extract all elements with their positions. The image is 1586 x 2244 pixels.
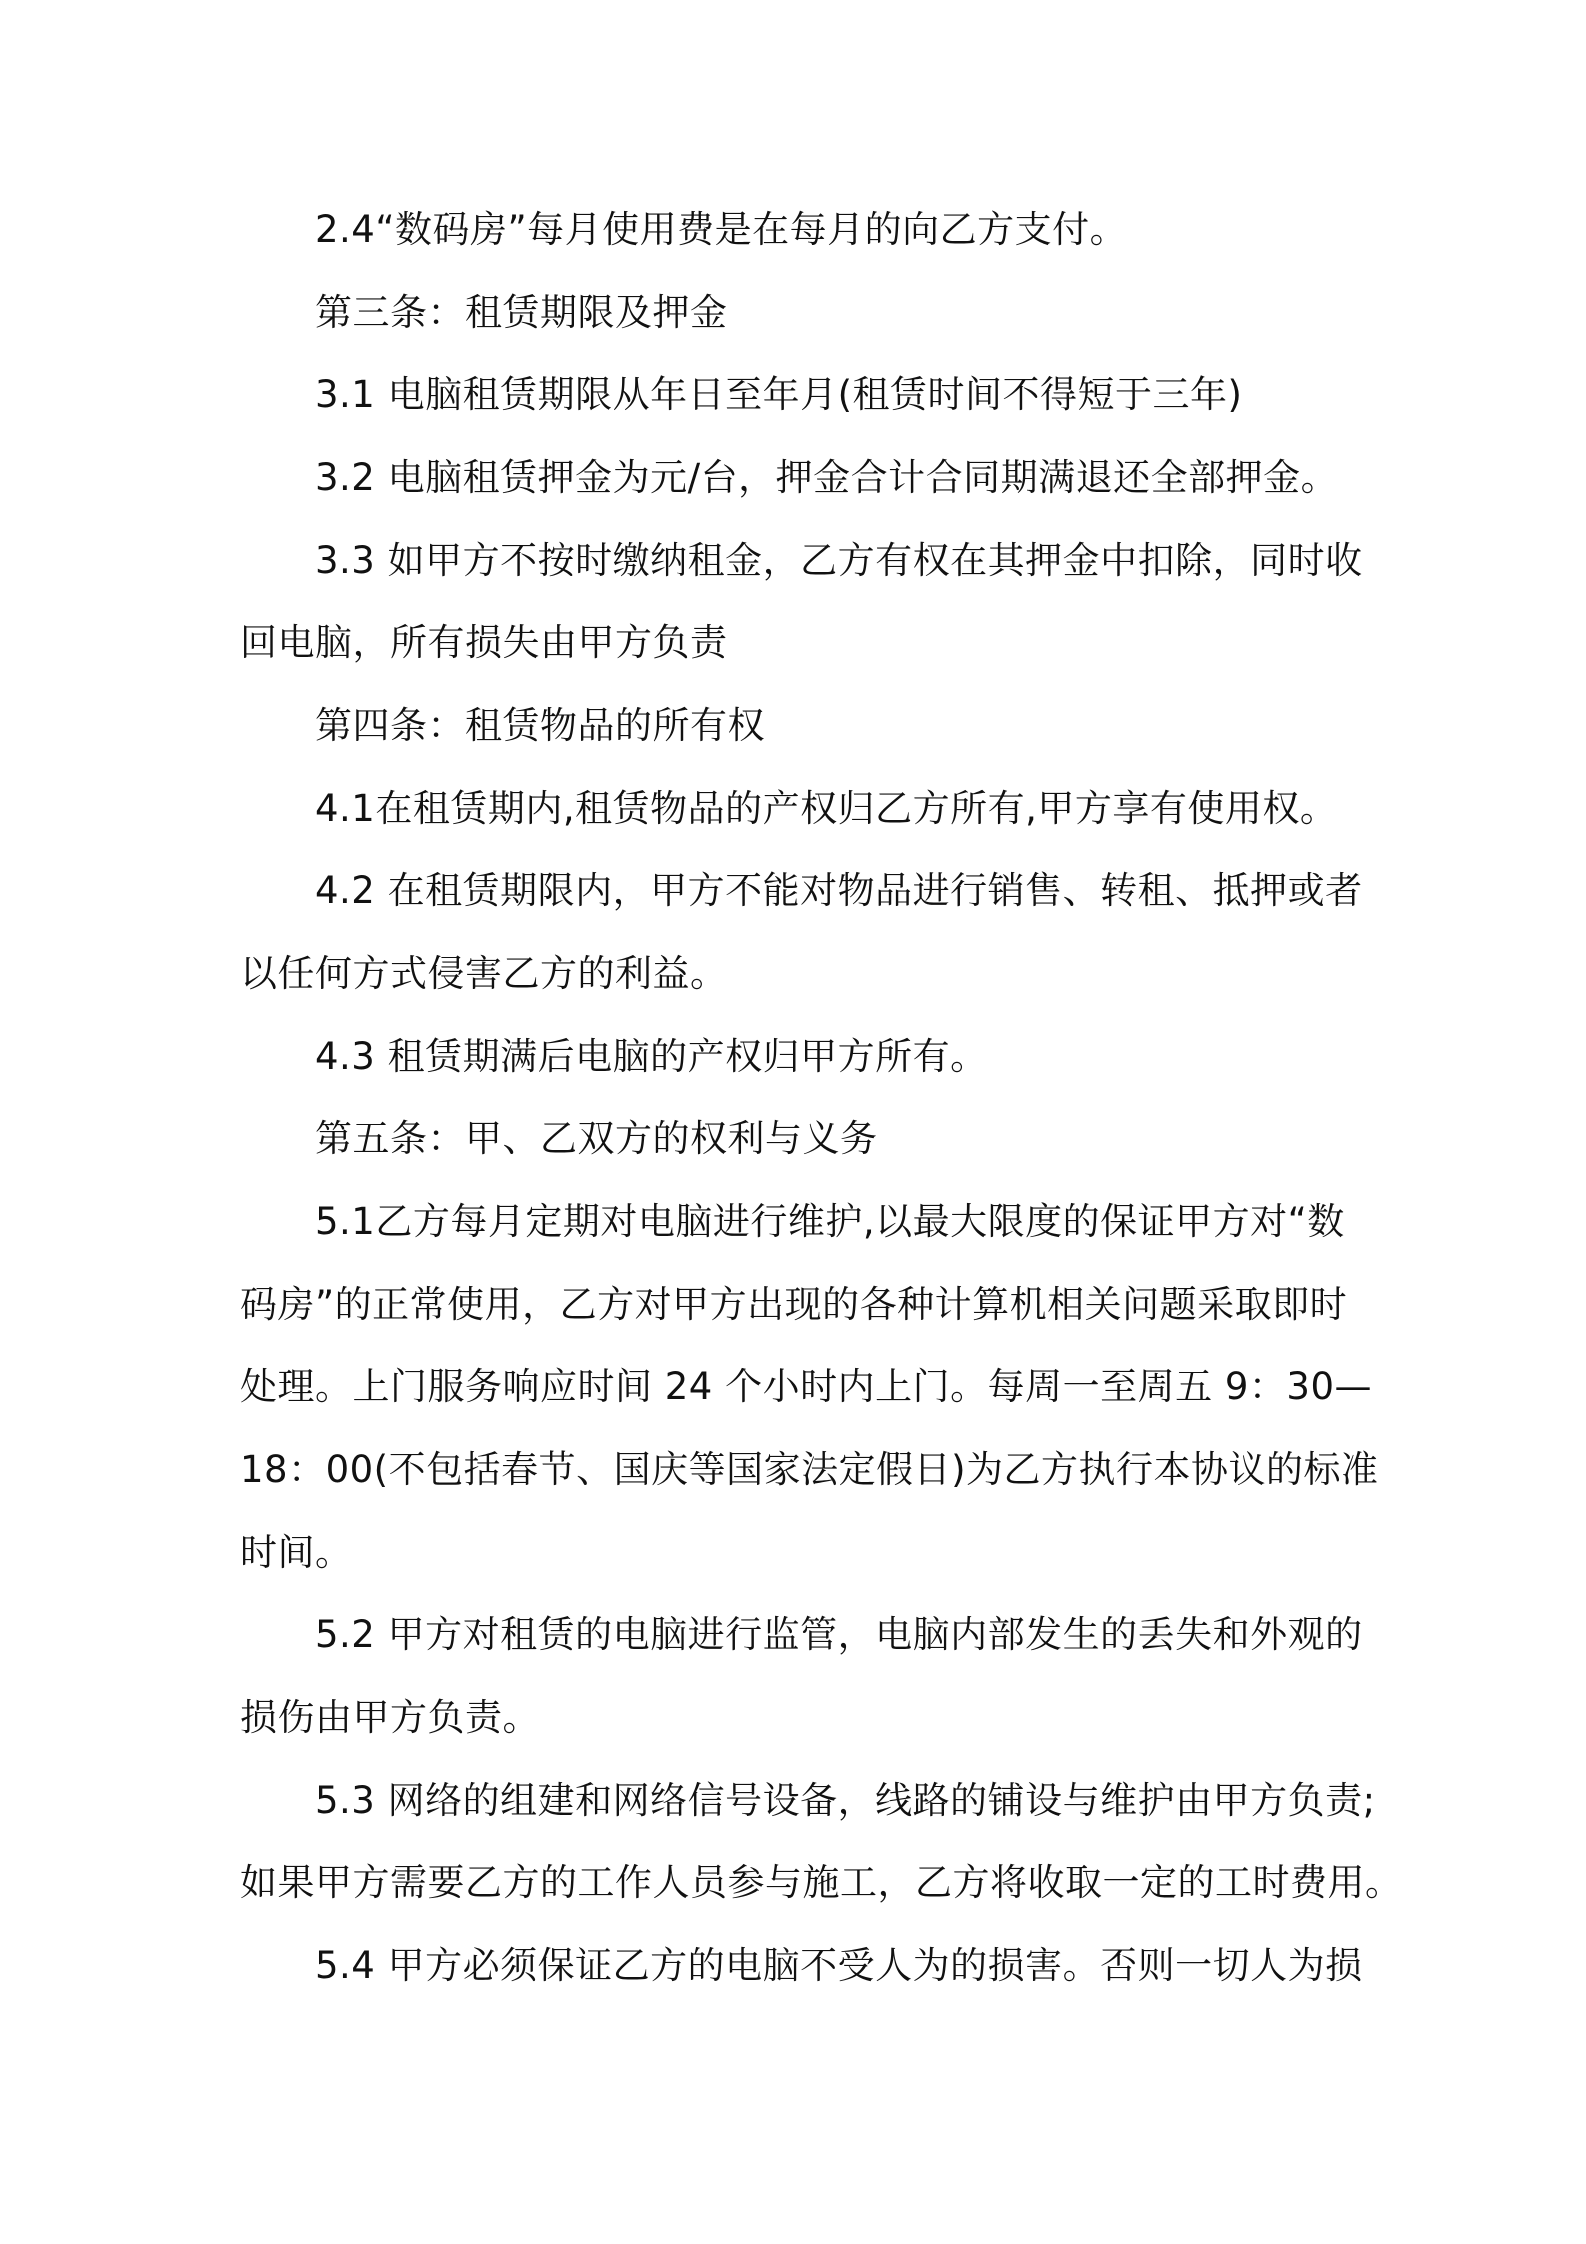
article-5-heading: 第五条：甲、乙双方的权利与义务	[315, 1117, 878, 1160]
clause-3-3-line-2: 回电脑，所有损失由甲方负责	[240, 621, 728, 664]
clause-5-1-line-4: 18：00(不包括春节、国庆等国家法定假日)为乙方执行本协议的标准	[240, 1448, 1379, 1491]
article-4-heading: 第四条：租赁物品的所有权	[315, 704, 765, 747]
clause-4-2-line-2: 以任何方式侵害乙方的利益。	[240, 952, 728, 995]
clause-5-3-line-2: 如果甲方需要乙方的工作人员参与施工，乙方将收取一定的工时费用。	[240, 1861, 1403, 1904]
clause-4-1: 4.1在租赁期内,租赁物品的产权归乙方所有,甲方享有使用权。	[315, 787, 1338, 830]
clause-4-3: 4.3 租赁期满后电脑的产权归甲方所有。	[315, 1035, 988, 1078]
clause-3-1: 3.1 电脑租赁期限从年日至年月(租赁时间不得短于三年)	[315, 373, 1243, 416]
clause-3-3-line-1: 3.3 如甲方不按时缴纳租金，乙方有权在其押金中扣除，同时收	[315, 539, 1363, 582]
clause-4-2-line-1: 4.2 在租赁期限内，甲方不能对物品进行销售、转租、抵押或者	[315, 869, 1363, 912]
clause-5-1-line-2: 码房”的正常使用，乙方对甲方出现的各种计算机相关问题采取即时	[240, 1283, 1348, 1326]
clause-5-2-line-2: 损伤由甲方负责。	[240, 1696, 540, 1739]
clause-5-4-line-1: 5.4 甲方必须保证乙方的电脑不受人为的损害。否则一切人为损	[315, 1944, 1363, 1987]
clause-5-3-line-1: 5.3 网络的组建和网络信号设备，线路的铺设与维护由甲方负责;	[315, 1779, 1376, 1822]
clause-5-1-line-3: 处理。上门服务响应时间 24 个小时内上门。每周一至周五 9：30—	[240, 1365, 1372, 1408]
clause-2-4: 2.4“数码房”每月使用费是在每月的向乙方支付。	[315, 208, 1128, 251]
clause-5-1-line-5: 时间。	[240, 1531, 353, 1574]
article-3-heading: 第三条：租赁期限及押金	[315, 291, 728, 334]
clause-3-2: 3.2 电脑租赁押金为元/台，押金合计合同期满退还全部押金。	[315, 456, 1339, 499]
clause-5-1-line-1: 5.1乙方每月定期对电脑进行维护,以最大限度的保证甲方对“数	[315, 1200, 1345, 1243]
clause-5-2-line-1: 5.2 甲方对租赁的电脑进行监管，电脑内部发生的丢失和外观的	[315, 1613, 1363, 1656]
